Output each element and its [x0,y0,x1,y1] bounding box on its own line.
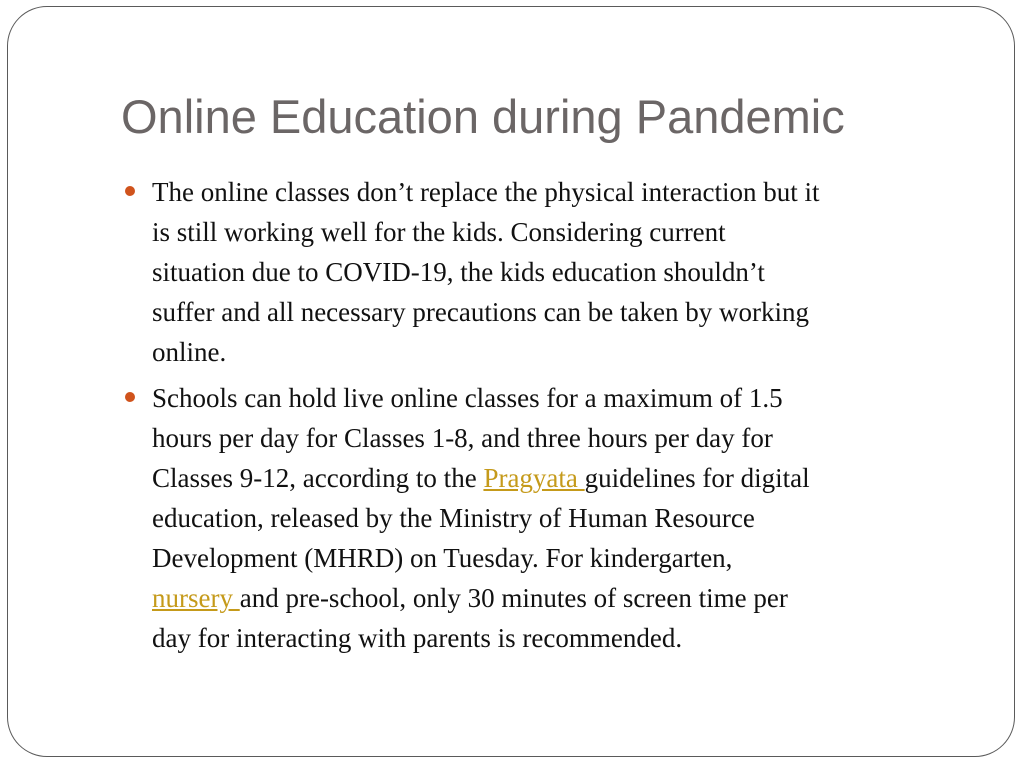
bullet-1-line-5: online. [152,337,227,367]
bullet-item-2 [121,378,991,658]
bullet-2-line-1: Schools can hold live online classes for a maximum of 1.5 [152,383,783,413]
bullet-2-line-3 [152,458,991,498]
bullet-2-line-4: education, released by the Ministry of Human Resource [152,503,755,533]
bullet-2-line-3-text-after: guidelines for digital [584,463,810,493]
nursery-link[interactable]: nursery [152,583,240,613]
bullet-2-line-6-text-after: and pre-school, only 30 minutes of screen time per [239,583,788,613]
bullet-2-line-6 [152,578,991,618]
bullet-2-line-3-text-before: Classes 9-12, according to the [152,463,484,493]
bullet-1-line-4: suffer and all necessary precautions can be taken by working [152,297,810,327]
slide-frame [7,6,1015,757]
bullet-2-line-7: day for interacting with parents is recommended. [152,623,683,653]
bullet-list [121,172,991,664]
slide-title: Online Education during Pandemic [121,90,845,143]
bullet-2-line-5: Development (MHRD) on Tuesday. For kindergarten, [152,543,733,573]
bullet-dot-icon [125,186,135,196]
pragyata-link[interactable]: Pragyata [483,463,585,493]
bullet-dot-icon [125,392,135,402]
bullet-1-line-1: The online classes don’t replace the physical interaction but it [152,177,820,207]
bullet-item-1 [121,172,991,372]
bullet-1-line-3: situation due to COVID-19, the kids education shouldn’t [152,257,765,287]
bullet-1-line-2: is still working well for the kids. Considering current [152,217,726,247]
bullet-2-line-2: hours per day for Classes 1-8, and three hours per day for [152,423,773,453]
